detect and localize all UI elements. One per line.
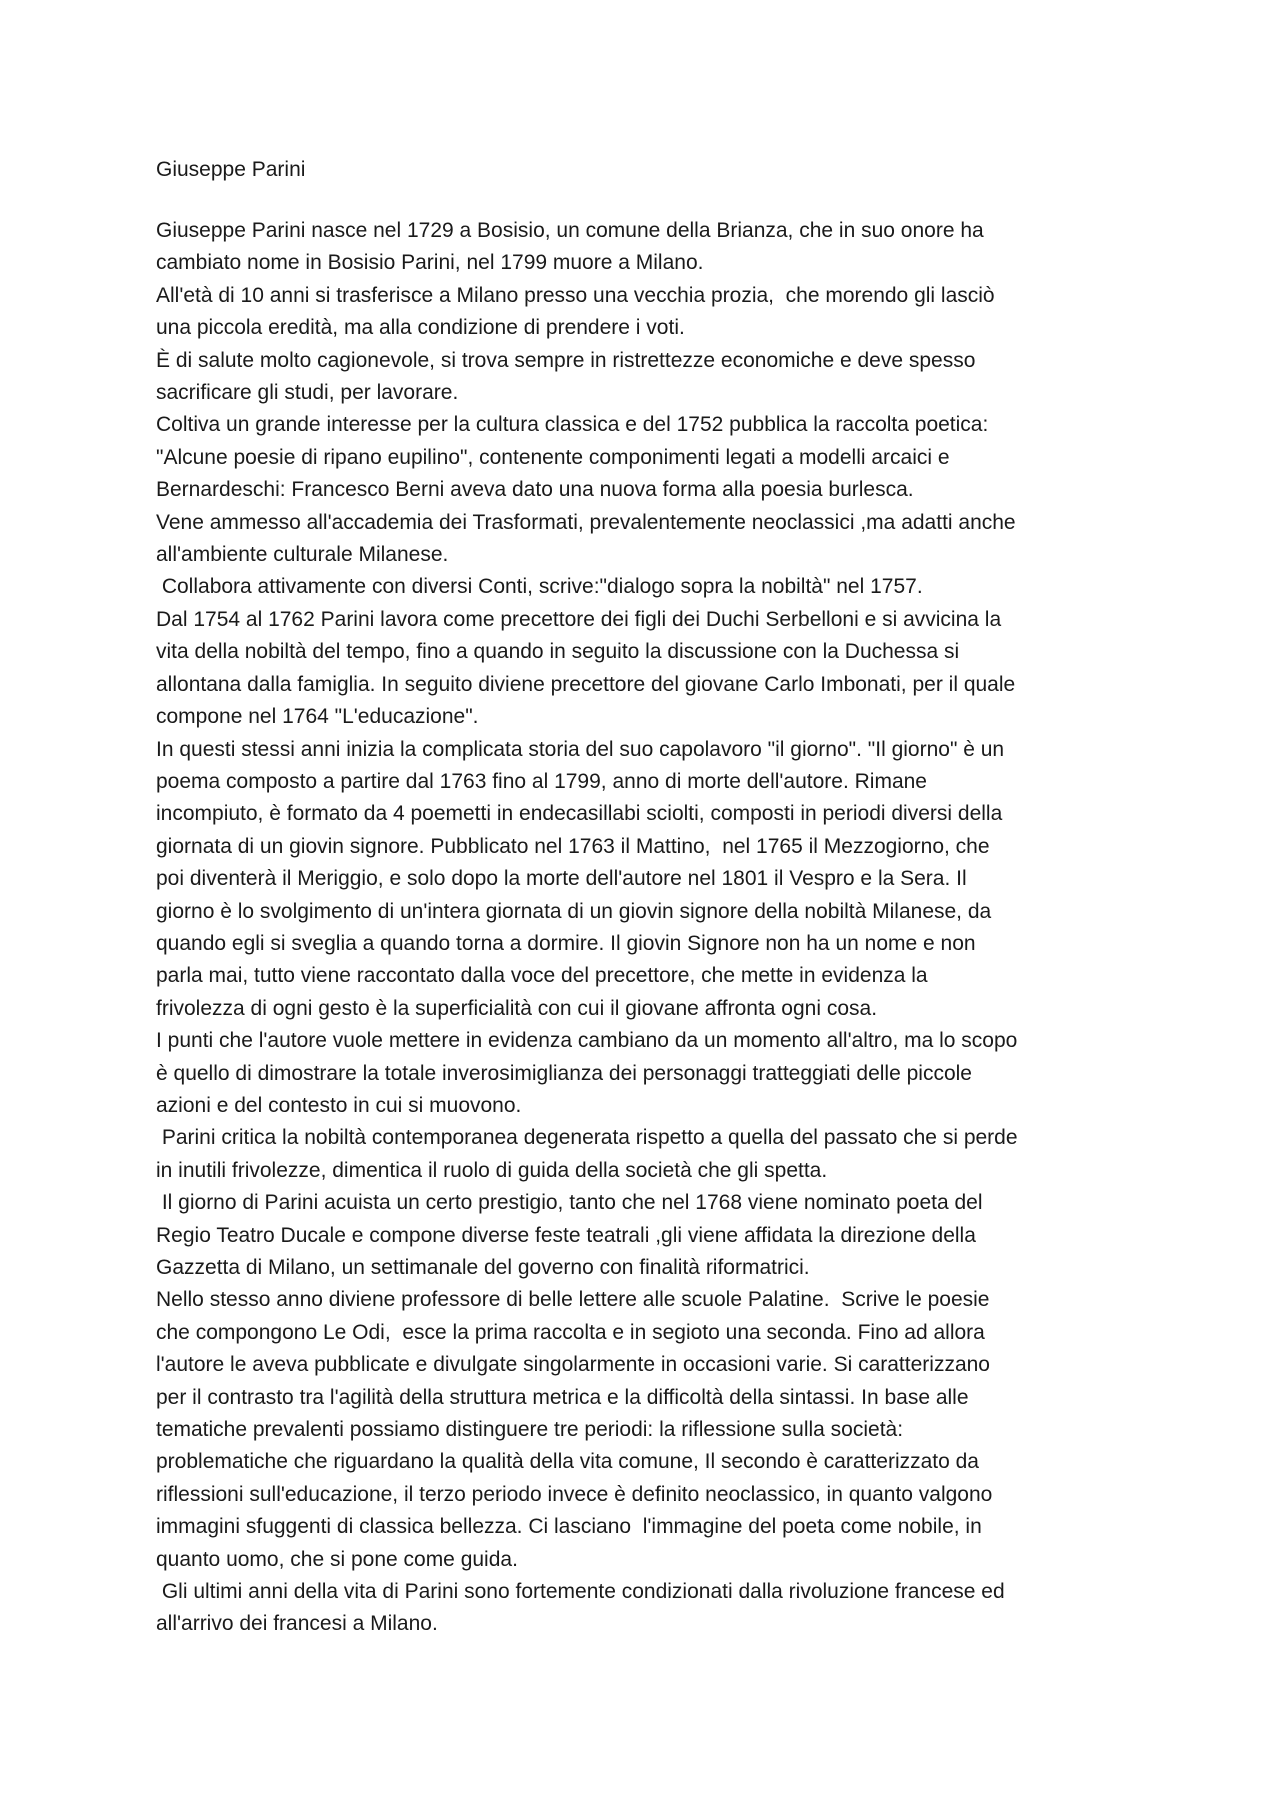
text-line: frivolezza di ogni gesto è la superficialità con cui il giovane affronta ogni cosa. xyxy=(156,996,878,1020)
text-line: è quello di dimostrare la totale inverosimiglianza dei personaggi tratteggiati delle piccole xyxy=(156,1061,972,1085)
text-line: Gli ultimi anni della vita di Parini sono fortemente condizionati dalla rivoluzione francese ed xyxy=(156,1580,1005,1604)
text-line: in inutili frivolezze, dimentica il ruolo di guida della società che gli spetta. xyxy=(156,1158,828,1182)
text-line: È di salute molto cagionevole, si trova sempre in ristrettezze economiche e deve spesso xyxy=(156,348,976,372)
text-line: Gazzetta di Milano, un settimanale del governo con finalità riformatrici. xyxy=(156,1256,810,1279)
text-line: tematiche prevalenti possiamo distinguere tre periodi: la riflessione sulla società: xyxy=(156,1418,904,1442)
text-line: che compongono Le Odi, esce la prima raccolta e in segioto una seconda. Fino ad allora xyxy=(156,1320,985,1344)
text-line: una piccola eredità, ma alla condizione di prendere i voti. xyxy=(156,316,685,340)
text-line: vita della nobiltà del tempo, fino a quando in seguito la discussione con la Duchessa si xyxy=(156,640,960,664)
text-line: l'autore le aveva pubblicate e divulgate singolarmente in occasioni varie. Si caratterizzano xyxy=(156,1353,990,1377)
text-line: Vene ammesso all'accademia dei Trasformati, prevalentemente neoclassici ,ma adatti anche xyxy=(156,510,1016,534)
text-line: all'ambiente culturale Milanese. xyxy=(156,543,449,567)
text-line: Il giorno di Parini acuista un certo prestigio, tanto che nel 1768 viene nominato poeta del xyxy=(156,1191,983,1215)
text-line: azioni e del contesto in cui si muovono. xyxy=(156,1093,522,1117)
text-line: Coltiva un grande interesse per la cultura classica e del 1752 pubblica la raccolta poetica: xyxy=(156,413,989,437)
text-line: incompiuto, è formato da 4 poemetti in endecasillabi sciolti, composti in periodi diversi della xyxy=(156,802,1003,826)
text-line: quando egli si sveglia a quando torna a dormire. Il giovin Signore non ha un nome e non xyxy=(156,931,976,955)
text-line: riflessioni sull'educazione, il terzo periodo invece è definito neoclassico, in quanto valgono xyxy=(156,1482,993,1506)
text-line: Dal 1754 al 1762 Parini lavora come precettore dei figli dei Duchi Serbelloni e si avvicina la xyxy=(156,607,1002,631)
text-line: immagini sfuggenti di classica bellezza. Ci lasciano l'immagine del poeta come nobile, in xyxy=(156,1515,982,1539)
text-line: Regio Teatro Ducale e compone diverse feste teatrali ,gli viene affidata la direzione della xyxy=(156,1223,976,1247)
text-line: All'età di 10 anni si trasferisce a Milano presso una vecchia prozia, che morendo gli lasciò xyxy=(156,283,995,307)
text-line: all'arrivo dei francesi a Milano. xyxy=(156,1612,438,1636)
text-line: Parini critica la nobiltà contemporanea degenerata rispetto a quella del passato che si perde xyxy=(156,1126,1018,1150)
text-line: Collabora attivamente con diversi Conti, scrive:"dialogo sopra la nobiltà" nel 1757. xyxy=(156,575,923,599)
text-line: allontana dalla famiglia. In seguito diviene precettore del giovane Carlo Imbonati, per il quale xyxy=(156,672,1016,696)
text-line: sacrificare gli studi, per lavorare. xyxy=(156,381,459,405)
text-line: quanto uomo, che si pone come guida. xyxy=(156,1547,518,1571)
text-line: per il contrasto tra l'agilità della struttura metrica e la difficoltà della sintassi. In base alle xyxy=(156,1385,969,1409)
text-line: In questi stessi anni inizia la complicata storia del suo capolavoro "il giorno". "Il giorno" è un xyxy=(156,737,1005,761)
text-line: poema composto a partire dal 1763 fino al 1799, anno di morte dell'autore. Rimane xyxy=(156,769,927,793)
text-line: parla mai, tutto viene raccontato dalla voce del precettore, che mette in evidenza la xyxy=(156,964,928,988)
text-line: I punti che l'autore vuole mettere in evidenza cambiano da un momento all'altro, ma lo scopo xyxy=(156,1029,1018,1053)
document-title: Giuseppe Parini xyxy=(156,158,306,181)
text-line: giornata di un giovin signore. Pubblicato nel 1763 il Mattino, nel 1765 il Mezzogiorno, che xyxy=(156,834,990,858)
text-line: giorno è lo svolgimento di un'intera giornata di un giovin signore della nobiltà Milanese, da xyxy=(156,899,992,923)
text-line: Bernardeschi: Francesco Berni aveva dato una nuova forma alla poesia burlesca. xyxy=(156,478,914,502)
document-body xyxy=(156,215,1146,1641)
text-line: "Alcune poesie di ripano eupilino", contenente componimenti legati a modelli arcaici e xyxy=(156,445,950,469)
text-line: poi diventerà il Meriggio, e solo dopo la morte dell'autore nel 1801 il Vespro e la Sera. Il xyxy=(156,867,967,891)
text-line: Giuseppe Parini nasce nel 1729 a Bosisio, un comune della Brianza, che in suo onore ha xyxy=(156,219,984,242)
text-line: problematiche che riguardano la qualità della vita comune, Il secondo è caratterizzato da xyxy=(156,1450,979,1474)
text-line: Nello stesso anno diviene professore di belle lettere alle scuole Palatine. Scrive le poesie xyxy=(156,1288,990,1312)
text-line: cambiato nome in Bosisio Parini, nel 1799 muore a Milano. xyxy=(156,251,704,275)
text-line: compone nel 1764 "L'educazione". xyxy=(156,705,479,729)
